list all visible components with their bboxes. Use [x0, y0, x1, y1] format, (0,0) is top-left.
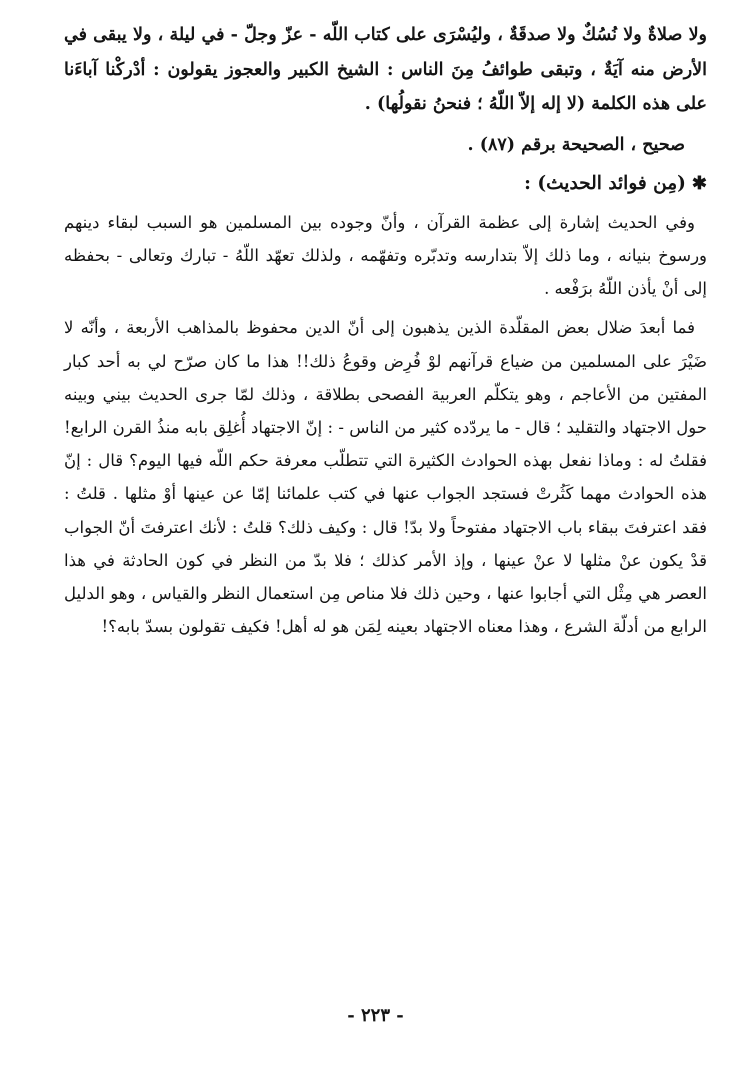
- paragraph-benefit-2: فما أبعدَ ضلال بعض المقلّدة الذين يذهبون إلى أنّ الدين محفوظ بالمذاهب الأربعة ، وأنّه لا ضَيْرَ على المسلمين من ضياع قرآنهم لوْ فُرِض وقوعُ ذلك!! هذا ما كان صرّح لي به أحد كبار المفتين من الأعاجم ، وهو يتكلّم العربية الفصحى بطلاقة ، وذلك لمّا جرى الحديث بيني وبينه حول الاجتهاد والتقليد ؛ قال - ما يردّده كثير من الناس - : إنّ الاجتهاد أُغلِق بابه منذُ القرن الرابع! فقلتُ له : وماذا نفعل بهذه الحوادث الكثيرة التي تتطلّب معرفة حكم اللّه فيها اليوم؟ قال : إنّ هذه الحوادث مهما كَثُرتْ فستجد الجواب عنها في كتب علمائنا إمّا عن عينها أوْ مثلها . قلتُ : فقد اعترفتَ ببقاء باب الاجتهاد مفتوحاً ولا بدّ! قال : وكيف ذلك؟ قلتُ : لأنك اعترفتَ أنّ الجواب قدْ يكون عنْ مثلها لا عنْ عينها ، وإذ الأمر كذلك ؛ فلا بدّ من النظر في كون الحادثة في هذا العصر هي مِثْل التي أجابوا عنها ، وحين ذلك فلا مناص مِن استعمال النظر والقياس ، وهو الدليل الرابع من أدلّة الشرع ، وهذا معناه الاجتهاد بعينه لِمَن هو له أهل! فكيف تقولون بسدّ بابه؟!: [64, 318, 707, 637]
- section-heading-text: (مِن فوائد الحديث) :: [524, 172, 686, 194]
- hadith-text: ولا صلاةٌ ولا نُسُكٌ ولا صدقَةٌ ، وليُسْرَى على كتاب اللّه - عزّ وجلّ - في ليلة ، ولا يبقى في الأرض منه آيَةٌ ، وتبقى طوائفُ مِنَ الناس : الشيخ الكبير والعجوز يقولون : أدْركْنا آباءَنا على هذه الكلمة (لا إله إلاّ اللّهُ ؛ فنحنُ نقولُها) .: [64, 25, 707, 115]
- section-heading: [64, 166, 707, 202]
- paragraph-benefit-1: وفي الحديث إشارة إلى عظمة القرآن ، وأنّ وجوده بين المسلمين هو السبب لبقاء دينهم ورسوخ بنيانه ، وما ذلك إلاّ بتدارسه وتدبّره وتفهّمه ، ولذلك تعهّد اللّهُ - تبارك وتعالى - بحفظه إلى أنْ يأذن اللّهُ برَفْعه .: [64, 212, 707, 299]
- hadith-grading: صحيح ، الصحيحة برقم (٨٧) .: [467, 134, 685, 155]
- page-body: [64, 18, 707, 643]
- page-number: - ٢٢٣ -: [347, 1005, 404, 1026]
- asterisk-icon: ✱: [691, 172, 707, 194]
